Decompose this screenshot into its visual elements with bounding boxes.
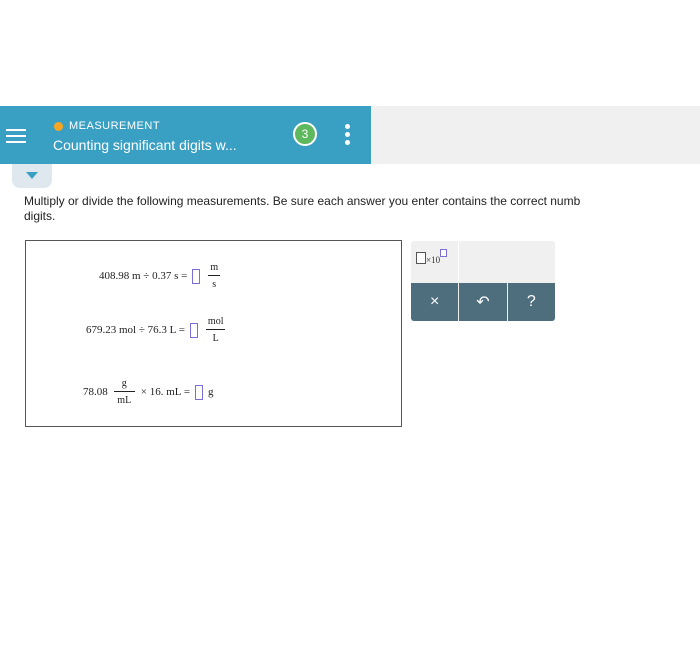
header-background [371, 106, 700, 164]
exponent-box-icon [440, 249, 447, 257]
unit-numerator: g [114, 378, 135, 392]
page-title: Counting significant digits w... [53, 137, 237, 153]
instructions-text-cont: digits. [24, 209, 56, 223]
unit-denominator: L [212, 333, 219, 344]
problem-3-coef-unit [114, 378, 135, 406]
unit-numerator: m [208, 262, 220, 276]
unit-denominator: s [212, 279, 217, 290]
tools-panel [411, 241, 555, 321]
times-ten-label: ×10 [426, 255, 441, 265]
undo-button[interactable] [459, 283, 507, 321]
problem-1-expression: 408.98 m ÷ 0.37 s = [99, 270, 188, 282]
tool-button-row [411, 283, 555, 321]
progress-badge[interactable]: 3 [293, 122, 317, 146]
answer-2-input[interactable] [190, 323, 198, 338]
expand-tab-button[interactable] [12, 164, 52, 188]
problem-2 [86, 316, 225, 344]
problem-2-expression: 679.23 mol ÷ 76.3 L = [86, 324, 185, 336]
problem-1 [99, 262, 220, 290]
problem-3-unit: g [208, 386, 214, 398]
unit-denominator: mL [117, 395, 132, 406]
scientific-notation-button[interactable] [416, 249, 447, 265]
answer-1-input[interactable] [192, 269, 200, 284]
problem-3-expression: × 16. mL = [140, 386, 191, 398]
undo-icon: ↶ [476, 294, 490, 311]
clear-button[interactable] [411, 283, 459, 321]
answer-area [25, 240, 402, 427]
hamburger-menu-icon[interactable] [6, 129, 26, 145]
mantissa-box-icon [416, 252, 426, 264]
problem-2-unit [206, 316, 226, 344]
chevron-down-icon [26, 172, 38, 179]
more-options-icon[interactable] [343, 124, 351, 148]
answer-3-input[interactable] [195, 385, 203, 400]
problem-1-unit [208, 262, 220, 290]
unit-numerator: mol [206, 316, 226, 330]
problem-3 [83, 378, 214, 406]
topic-text: MEASUREMENT [69, 120, 161, 132]
instructions-text: Multiply or divide the following measurements. Be sure each answer you enter contains the correct numb [24, 194, 581, 208]
divider [458, 241, 459, 281]
topic-status-dot [54, 122, 63, 131]
problem-3-coefficient: 78.08 [83, 386, 108, 398]
topic-label [54, 120, 160, 132]
close-icon: × [429, 293, 440, 310]
help-icon: ? [526, 293, 536, 310]
help-button[interactable] [508, 283, 555, 321]
